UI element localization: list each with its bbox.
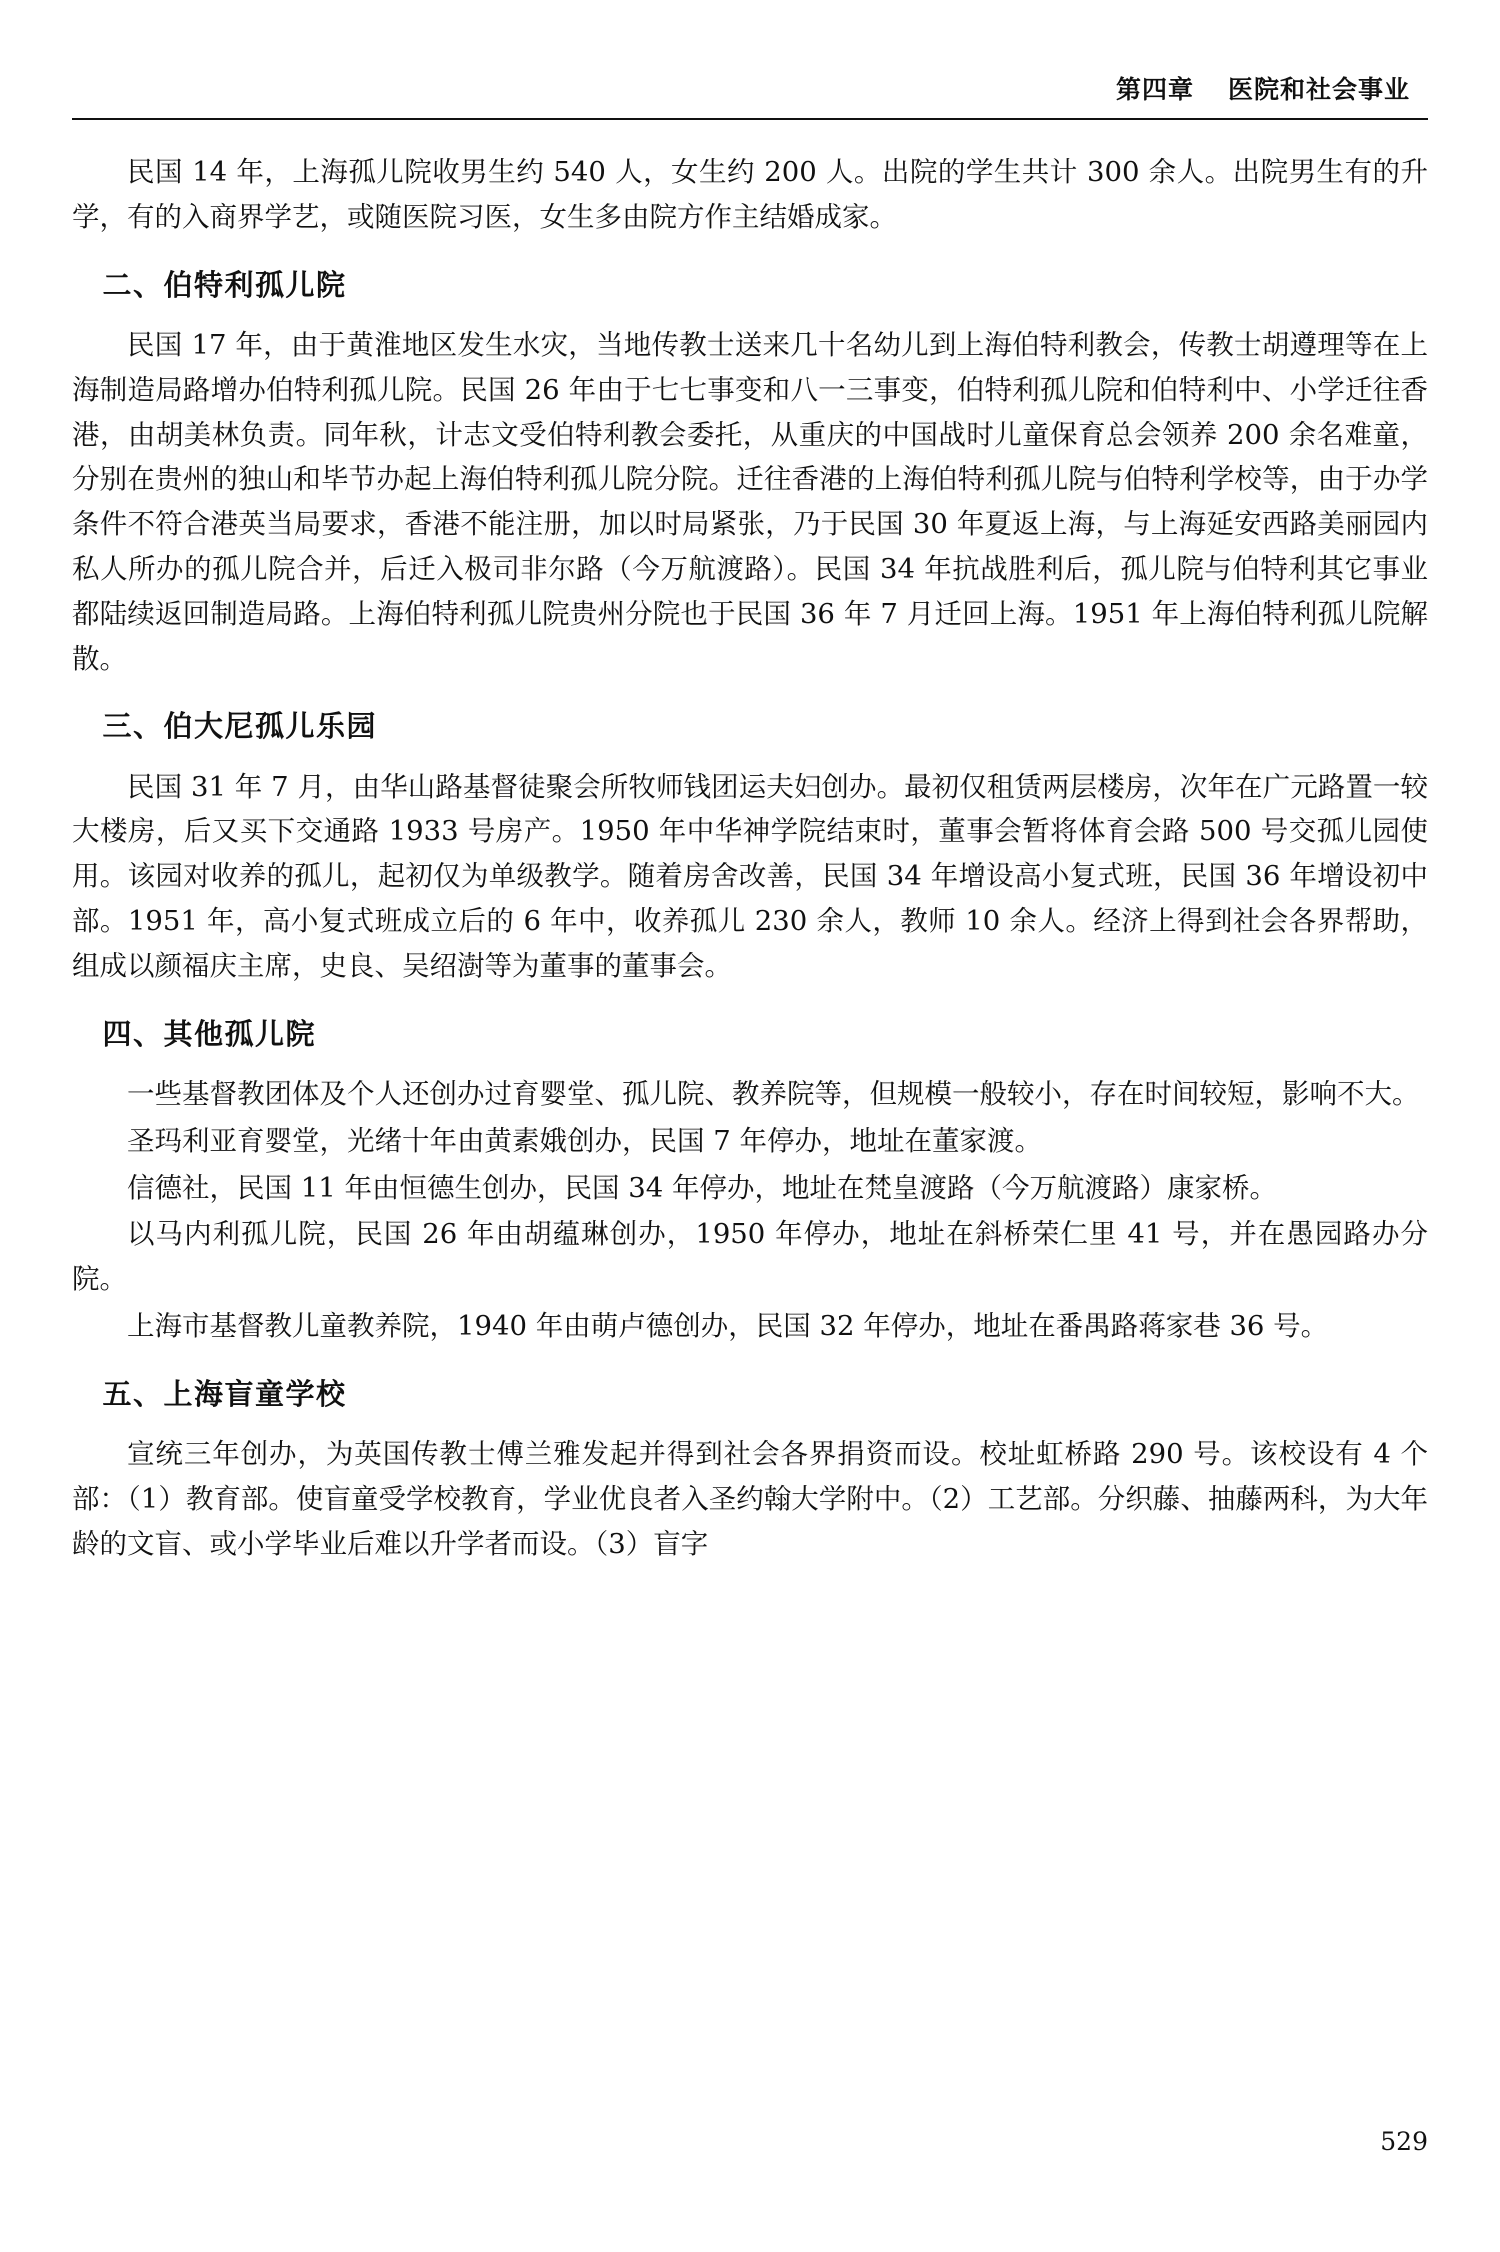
section-heading-2: 二、伯特利孤儿院: [102, 267, 347, 302]
section-heading-3: 三、伯大尼孤儿乐园: [102, 709, 377, 744]
header-rule: [72, 118, 1428, 120]
section-heading-4: 四、其他孤儿院: [102, 1016, 316, 1051]
paragraph-bethel: 民国 17 年，由于黄淮地区发生水灾，当地传教士送来几十名幼儿到上海伯特利教会，传教士胡遵理等在上海制造局路增办伯特利孤儿院。民国 26 年由于七七事变和八一三事变，伯特利孤儿院和伯特利中、小学迁往香港，由胡美林负责。同年秋，计志文受伯特利教会委托，从重庆的中国战时儿童保育总会领养 200 余名难童，分别在贵州的独山和毕节办起上海伯特利孤儿院分院。迁往香港的上海伯特利孤儿院与伯特利学校等，由于办学条件不符合港英当局要求，香港不能注册，加以时局紧张，乃于民国 30 年夏返上海，与上海延安西路美丽园内私人所办的孤儿院合并，后迁入极司非尔路（今万航渡路）。民国 34 年抗战胜利后，孤儿院与伯特利其它事业都陆续返回制造局路。上海伯特利孤儿院贵州分院也于民国 36 年 7 月迁回上海。1951 年上海伯特利孤儿院解散。: [72, 328, 1428, 675]
paragraph-blind-school: 宣统三年创办，为英国传教士傅兰雅发起并得到社会各界捐资而设。校址虹桥路 290 号。该校设有 4 个部：（1）教育部。使盲童受学校教育，学业优良者入圣约翰大学附中。（2）工艺部。分织藤、抽藤两科，为大年龄的文盲、或小学毕业后难以升学者而设。（3）盲字: [72, 1438, 1428, 1560]
page-content: [72, 70, 1428, 1571]
body-text: [72, 150, 1428, 1567]
paragraph-christian-children-home: 上海市基督教儿童教养院，1940 年由萌卢德创办，民国 32 年停办，地址在番禺路蒋家巷 36 号。: [127, 1310, 1329, 1343]
running-header: [72, 70, 1428, 118]
paragraph-st-maria: 圣玛利亚育婴堂，光绪十年由黄素娥创办，民国 7 年停办，地址在董家渡。: [127, 1124, 1042, 1157]
paragraph-bethany: 民国 31 年 7 月，由华山路基督徒聚会所牧师钱团运夫妇创办。最初仅租赁两层楼房，次年在广元路置一较大楼房，后又买下交通路 1933 号房产。1950 年中华神学院结束时，董事会暂将体育会路 500 号交孤儿园使用。该园对收养的孤儿，起初仅为单级教学。随着房舍改善，民国 34 年增设高小复式班，民国 36 年增设初中部。1951 年，高小复式班成立后的 6 年中，收养孤儿 230 余人，教师 10 余人。经济上得到社会各界帮助，组成以颜福庆主席，史良、吴绍澍等为董事的董事会。: [72, 770, 1428, 982]
header-title: 医院和社会事业: [1227, 75, 1410, 104]
header-chapter: 第四章: [1115, 75, 1194, 104]
paragraph-intro: 民国 14 年，上海孤儿院收男生约 540 人，女生约 200 人。出院的学生共计 300 余人。出院男生有的升学，有的入商界学艺，或随医院习医，女生多由院方作主结婚成家。: [72, 156, 1428, 233]
paragraph-others-intro: 一些基督教团体及个人还创办过育婴堂、孤儿院、教养院等，但规模一般较小，存在时间较短，影响不大。: [127, 1077, 1420, 1110]
paragraph-yimaneili: 以马内利孤儿院，民国 26 年由胡蕴琳创办，1950 年停办，地址在斜桥荣仁里 41 号，并在愚园路办分院。: [72, 1218, 1428, 1296]
paragraph-xinde-she: 信德社，民国 11 年由恒德生创办，民国 34 年停办，地址在梵皇渡路（今万航渡路）康家桥。: [127, 1171, 1277, 1204]
section-heading-5: 五、上海盲童学校: [102, 1376, 347, 1411]
page-number: 529: [1380, 2127, 1428, 2156]
